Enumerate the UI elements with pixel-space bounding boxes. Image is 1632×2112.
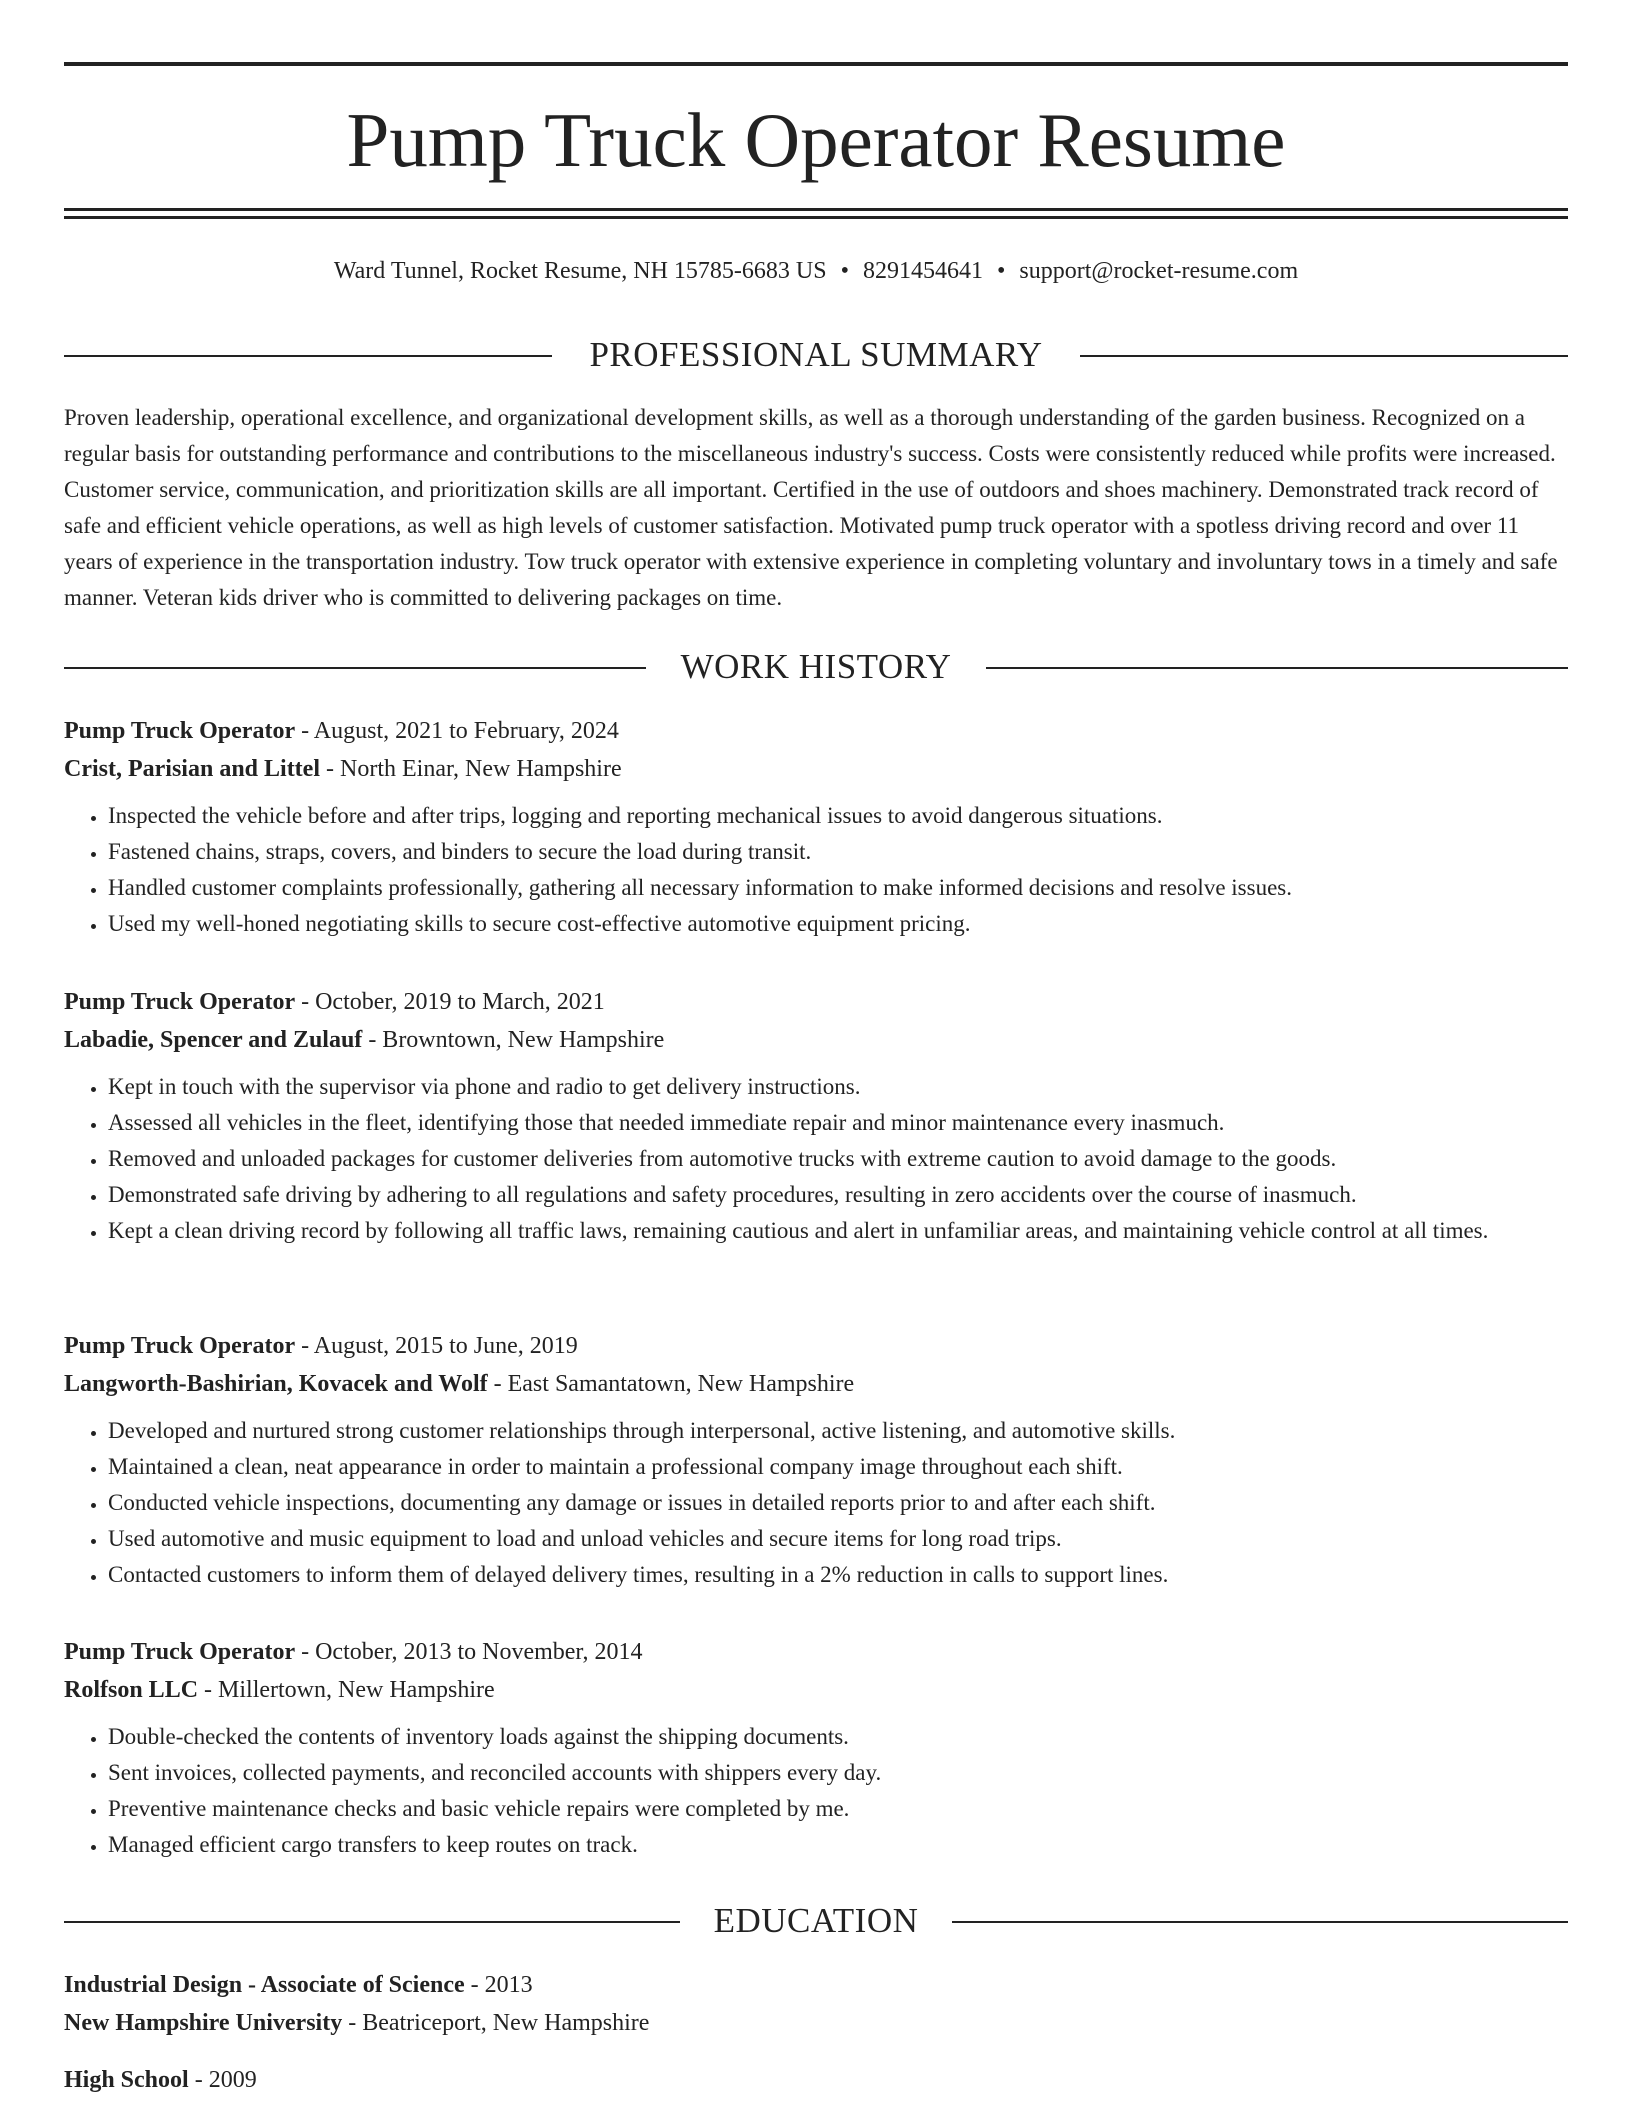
job-location: - East Samantatown, New Hampshire: [487, 1371, 855, 1397]
contact-separator: •: [840, 258, 850, 284]
section-heading-education: [64, 1899, 1568, 1943]
job-bullet: • Sent invoices, collected payments, and reconciled accounts with shippers every day.: [108, 1755, 1568, 1791]
job-bullet: • Double-checked the contents of inventory loads against the shipping documents.: [108, 1719, 1568, 1755]
section-title: WORK HISTORY: [680, 647, 952, 686]
contact-email: support@rocket-resume.com: [1019, 258, 1299, 284]
job-bullet: • Assessed all vehicles in the fleet, identifying those that needed immediate repair and minor maintenance every inasmuch.: [108, 1105, 1568, 1141]
job-dates: - August, 2021 to February, 2024: [295, 718, 619, 744]
job-bullet: • Fastened chains, straps, covers, and binders to secure the load during transit.: [108, 834, 1568, 870]
summary-text: Proven leadership, operational excellence, and organizational development skills, as well as a thorough understanding of the garden business. Recognized on a regular basis for outstanding performance and contributions to the miscellaneous industry's success. Costs were consistently reduced while profits were increased. Customer service, communication, and prioritization skills are all important. Certified in the use of outdoors and shoes machinery. Demonstrated track record of safe and efficient vehicle operations, as well as high levels of customer satisfaction. Motivated pump truck operator with a spotless driving record and over 11 years of experience in the transportation industry. Tow truck operator with extensive experience in completing voluntary and involuntary tows in a timely and safe manner. Veteran kids driver who is committed to delivering packages on time.: [64, 405, 1558, 610]
section-heading-work: [64, 645, 1568, 689]
education-year: - 2013: [464, 1972, 533, 1998]
job-bullet: • Conducted vehicle inspections, documenting any damage or issues in detailed reports prior to and after each shift.: [108, 1485, 1568, 1521]
job-title: Pump Truck Operator: [64, 1333, 296, 1359]
contact-phone: 8291454641: [863, 258, 984, 284]
job-bullet: • Demonstrated safe driving by adhering to all regulations and safety procedures, resulting in zero accidents over the course of inasmuch.: [108, 1177, 1568, 1213]
contact-info: [64, 255, 1568, 287]
job-location: - North Einar, New Hampshire: [320, 756, 622, 782]
job-company: Labadie, Spencer and Zulauf: [64, 1027, 363, 1053]
section-title: PROFESSIONAL SUMMARY: [589, 335, 1043, 374]
job-bullets: [64, 1413, 1568, 1593]
job-bullet: • Contacted customers to inform them of delayed delivery times, resulting in a 2% reduction in calls to support lines.: [108, 1557, 1568, 1593]
job-title: Pump Truck Operator: [64, 989, 296, 1015]
job-title: Pump Truck Operator: [64, 1639, 296, 1665]
job-dates: - October, 2013 to November, 2014: [295, 1639, 643, 1665]
job-location: - Millertown, New Hampshire: [198, 1677, 495, 1703]
job-company: Langworth-Bashirian, Kovacek and Wolf: [64, 1371, 488, 1397]
job-bullet: • Removed and unloaded packages for customer deliveries from automotive trucks with extreme caution to avoid damage to the goods.: [108, 1141, 1568, 1177]
section-title: EDUCATION: [713, 1901, 919, 1940]
job-dates: - October, 2019 to March, 2021: [295, 989, 605, 1015]
header-bottom-rule-second: [64, 216, 1568, 219]
job-entry: [64, 983, 1568, 1249]
contact-address: Ward Tunnel, Rocket Resume, NH 15785-6683 US: [333, 258, 827, 284]
job-bullet: • Kept in touch with the supervisor via phone and radio to get delivery instructions.: [108, 1069, 1568, 1105]
education-location: - Beatriceport, New Hampshire: [342, 2010, 650, 2036]
header-bottom-rule: [64, 208, 1568, 211]
job-entry: [64, 712, 1568, 942]
job-bullet: • Maintained a clean, neat appearance in order to maintain a professional company image throughout each shift.: [108, 1449, 1568, 1485]
job-bullets: [64, 1719, 1568, 1863]
contact-separator: •: [997, 258, 1006, 284]
job-company: Crist, Parisian and Littel: [64, 756, 320, 782]
job-company: Rolfson LLC: [64, 1677, 199, 1703]
job-bullets: [64, 1069, 1568, 1249]
job-bullet: • Used my well-honed negotiating skills to secure cost-effective automotive equipment pricing.: [108, 906, 1568, 942]
job-dates: - August, 2015 to June, 2019: [295, 1333, 578, 1359]
resume-title: Pump Truck Operator Resume: [346, 97, 1286, 183]
job-bullet: • Managed efficient cargo transfers to keep routes on track.: [108, 1827, 1568, 1863]
job-bullet: • Inspected the vehicle before and after trips, logging and reporting mechanical issues to avoid dangerous situations.: [108, 798, 1568, 834]
job-bullets: [64, 798, 1568, 942]
job-entry: [64, 1633, 1568, 1863]
education-degree: High School: [64, 2067, 189, 2093]
job-location: - Browntown, New Hampshire: [362, 1027, 665, 1053]
job-bullet: • Kept a clean driving record by following all traffic laws, remaining cautious and alert in unfamiliar areas, and maintaining vehicle control at all times.: [108, 1213, 1568, 1249]
job-bullet: • Developed and nurtured strong customer relationships through interpersonal, active listening, and automotive skills.: [108, 1413, 1568, 1449]
education-school: New Hampshire University: [64, 2010, 343, 2036]
education-entry: [64, 1966, 1568, 2042]
header-top-rule: [64, 62, 1568, 66]
education-year: - 2009: [188, 2067, 257, 2093]
education-entry: [64, 2061, 1568, 2099]
job-bullet: • Used automotive and music equipment to load and unload vehicles and secure items for long road trips.: [108, 1521, 1568, 1557]
job-title: Pump Truck Operator: [64, 718, 296, 744]
job-bullet: • Handled customer complaints professionally, gathering all necessary information to make informed decisions and resolve issues.: [108, 870, 1568, 906]
section-heading-summary: [64, 333, 1568, 377]
job-bullet: • Preventive maintenance checks and basic vehicle repairs were completed by me.: [108, 1791, 1568, 1827]
education-degree: Industrial Design - Associate of Science: [64, 1972, 465, 1998]
job-entry: [64, 1327, 1568, 1593]
